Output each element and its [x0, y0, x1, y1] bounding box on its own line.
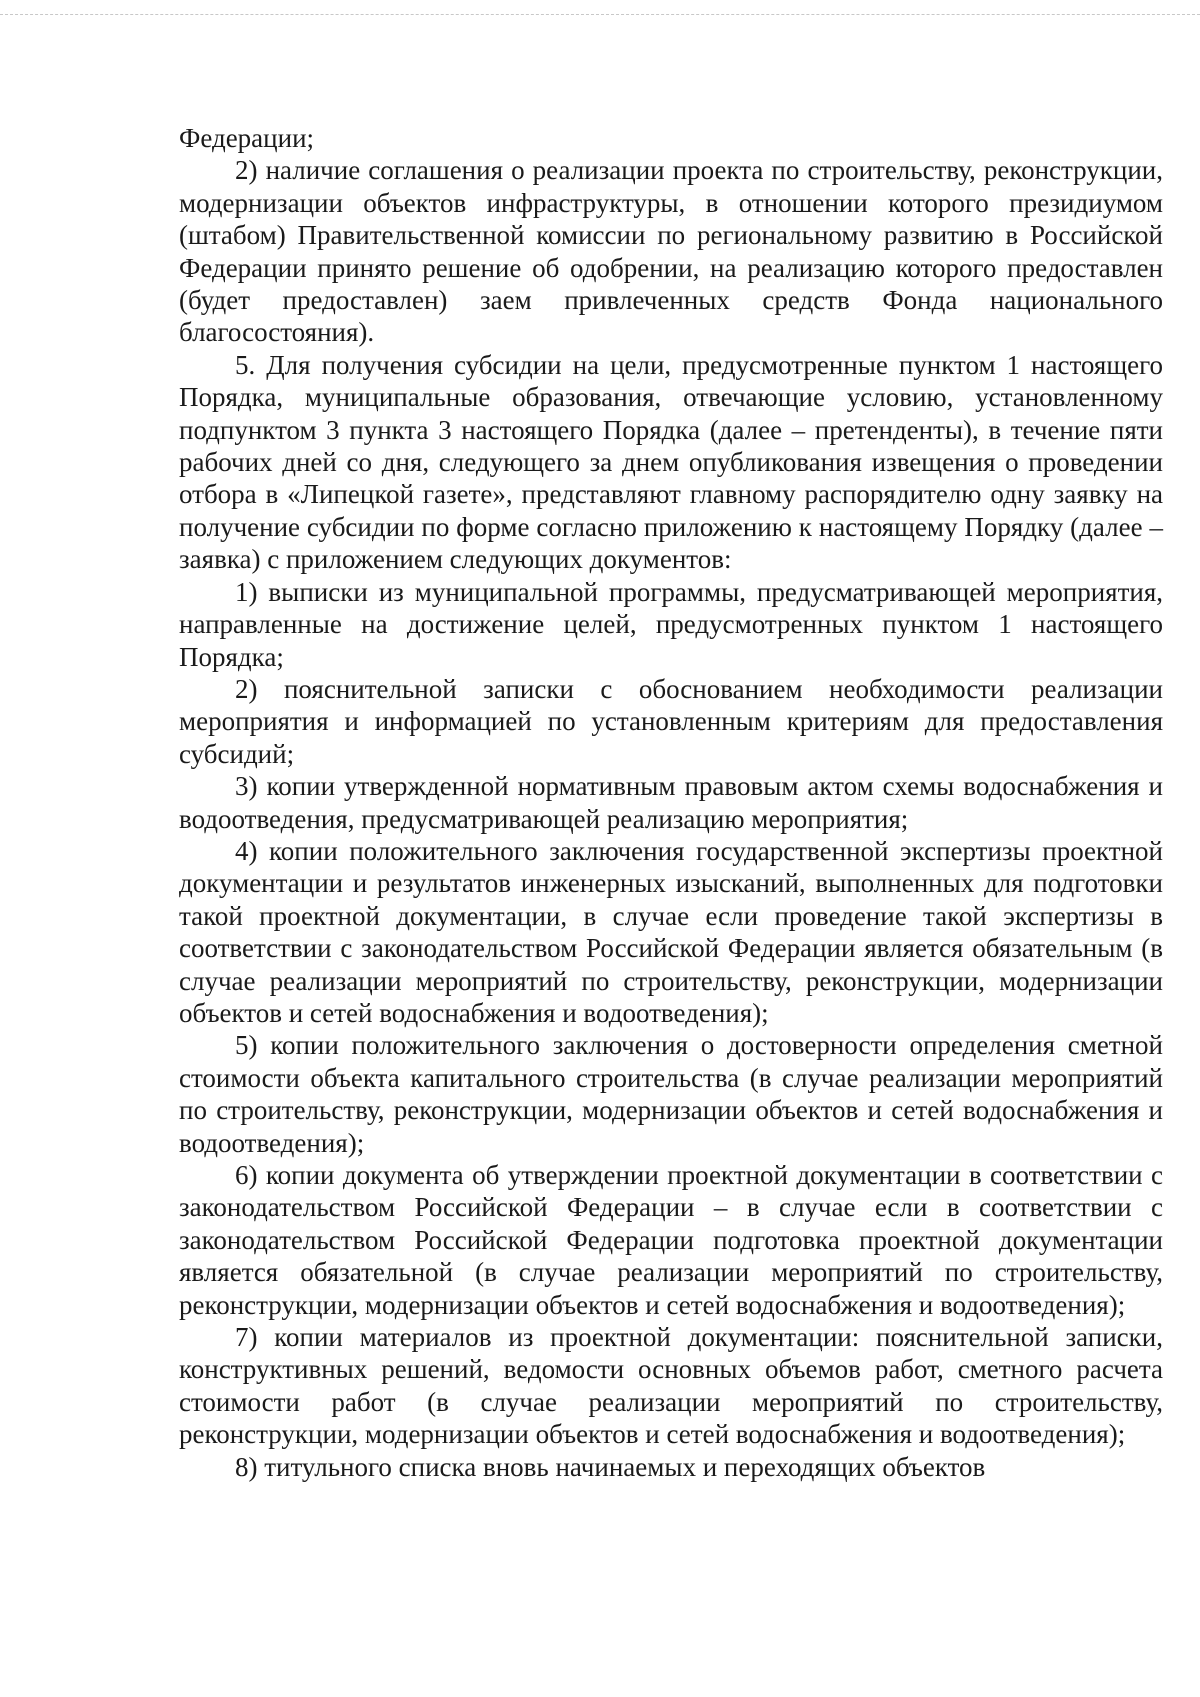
paragraph-doc-item-2: 2) пояснительной записки с обоснованием необходимости реализации мероприятия и информацией по установленным критериям для предоставления субсидий; — [179, 673, 1163, 769]
paragraph-doc-item-7: 7) копии материалов из проектной документации: пояснительной записки, конструктивных решений, ведомости основных объемов работ, сметного расчета стоимости работ (в случае реализации мероприятий по строительству, реконструкции, модернизации объектов и сетей водоснабжения и водоотведения); — [179, 1322, 1163, 1450]
paragraph-doc-item-3: 3) копии утвержденной нормативным правовым актом схемы водоснабжения и водоотведения, предусматривающей реализацию мероприятия; — [179, 771, 1163, 834]
paragraph-doc-item-8: 8) титульного списка вновь начинаемых и переходящих объектов — [235, 1451, 986, 1482]
paragraph-item-2-agreement: 2) наличие соглашения о реализации проекта по строительству, реконструкции, модернизации объектов инфраструктуры, в отношении которого президиумом (штабом) Правительственной комиссии по региональному развитию в Российской Федерации принято решение об одобрении, на реализацию которого предоставлен (будет предоставлен) заем привлеченных средств Фонда национального благосостояния). — [179, 155, 1163, 348]
paragraph-doc-item-1: 1) выписки из муниципальной программы, предусматривающей мероприятия, направленные на достижение целей, предусмотренных пунктом 1 настоящего Порядка; — [179, 576, 1163, 672]
paragraph-doc-item-4: 4) копии положительного заключения государственной экспертизы проектной документации и результатов инженерных изысканий, выполненных для подготовки такой проектной документации, в случае если проведение такой экспертизы в соответствии с законодательством Российской Федерации является обязательным (в случае реализации мероприятий по строительству, реконструкции, модернизации объектов и сетей водоснабжения и водоотведения); — [179, 835, 1163, 1028]
paragraph-federation-continuation: Федерации; — [179, 123, 315, 153]
paragraph-doc-item-6: 6) копии документа об утверждении проектной документации в соответствии с законодательством Российской Федерации – в случае если в соответствии с законодательством Российской Федерации подготовка проектной документации является обязательной (в случае реализации мероприятий по строительству, реконструкции, модернизации объектов и сетей водоснабжения и водоотведения); — [179, 1160, 1163, 1320]
document-body — [179, 122, 1163, 1483]
paragraph-doc-item-5: 5) копии положительного заключения о достоверности определения сметной стоимости объекта капитального строительства (в случае реализации мероприятий по строительству, реконструкции, модернизации объектов и сетей водоснабжения и водоотведения); — [179, 1030, 1163, 1158]
scan-top-edge — [0, 14, 1200, 16]
paragraph-section-5: 5. Для получения субсидии на цели, предусмотренные пунктом 1 настоящего Порядка, муниципальные образования, отвечающие условию, установленному подпунктом 3 пункта 3 настоящего Порядка (далее – претенденты), в течение пяти рабочих дней со дня, следующего за днем опубликования извещения о проведении отбора в «Липецкой газете», представляют главному распорядителю одну заявку на получение субсидии по форме согласно приложению к настоящему Порядку (далее – заявка) с приложением следующих документов: — [179, 349, 1163, 575]
